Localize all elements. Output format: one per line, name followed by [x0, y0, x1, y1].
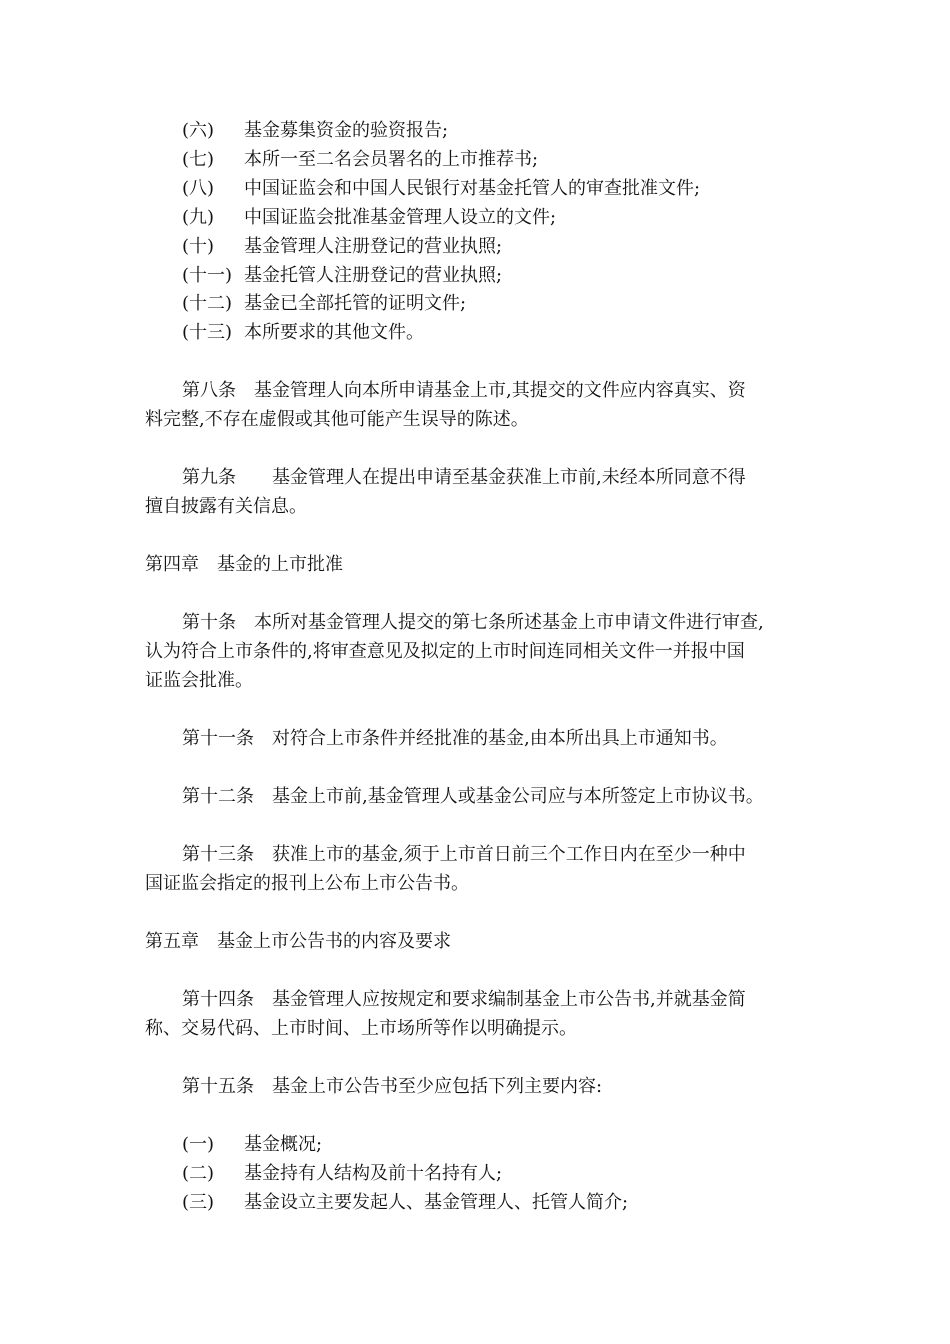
list-item-text: 基金设立主要发起人、基金管理人、托管人简介; [244, 1192, 629, 1213]
list-item-text: 中国证监会批准基金管理人设立的文件; [244, 207, 557, 228]
article-label: 第十条 [182, 612, 236, 633]
article-text: 基金上市前,基金管理人或基金公司应与本所签定上市协议书。 [272, 786, 764, 807]
list-item-number: (二) [182, 1163, 215, 1184]
chapter-title: 基金上市公告书的内容及要求 [217, 931, 451, 952]
list-item-text: 基金已全部托管的证明文件; [244, 293, 467, 314]
article-15-line [182, 1075, 602, 1099]
article-text: 擅自披露有关信息。 [145, 496, 307, 517]
article-text: 证监会批准。 [145, 670, 253, 691]
list-item-text: 基金募集资金的验资报告; [244, 120, 449, 141]
chapter-label: 第五章 [145, 931, 199, 952]
list-item-number: (十) [182, 236, 215, 257]
chapter-heading [145, 930, 451, 954]
list-item-text: 基金概况; [244, 1134, 323, 1155]
article-text: 对符合上市条件并经批准的基金,由本所出具上市通知书。 [272, 728, 728, 749]
article-label: 第十四条 [182, 989, 254, 1010]
article-label: 第九条 [182, 467, 236, 488]
list-item-number: (七) [182, 149, 215, 170]
article-text: 认为符合上市条件的,将审查意见及拟定的上市时间连同相关文件一并报中国 [145, 641, 745, 662]
list-item-number: (一) [182, 1134, 215, 1155]
article-10-line [182, 611, 764, 635]
article-text: 料完整,不存在虚假或其他可能产生误导的陈述。 [145, 409, 529, 430]
list-item-number: (十一) [182, 265, 233, 286]
list-item-text: 基金管理人注册登记的营业执照; [244, 236, 503, 257]
article-text: 获准上市的基金,须于上市首日前三个工作日内在至少一种中 [272, 844, 746, 865]
list-item-text: 基金持有人结构及前十名持有人; [244, 1163, 503, 1184]
chapter-label: 第四章 [145, 554, 199, 575]
article-8-line [182, 379, 746, 403]
article-label: 第十五条 [182, 1076, 254, 1097]
article-text: 基金上市公告书至少应包括下列主要内容: [272, 1076, 603, 1097]
list-item-number: (八) [182, 178, 215, 199]
list-item-number: (十二) [182, 293, 233, 314]
list-item-number: (九) [182, 207, 215, 228]
article-9-line [182, 466, 746, 490]
article-text: 称、交易代码、上市时间、上市场所等作以明确提示。 [145, 1018, 577, 1039]
list-item-text: 本所要求的其他文件。 [244, 322, 424, 343]
list-item-number: (六) [182, 120, 215, 141]
chapter-heading [145, 553, 343, 577]
article-11-line [182, 727, 728, 751]
article-text: 基金管理人向本所申请基金上市,其提交的文件应内容真实、资 [254, 380, 746, 401]
article-12-line [182, 785, 764, 809]
article-label: 第十一条 [182, 728, 254, 749]
list-item-text: 基金托管人注册登记的营业执照; [244, 265, 503, 286]
article-14-line [182, 988, 746, 1012]
list-item-text: 本所一至二名会员署名的上市推荐书; [244, 149, 539, 170]
article-label: 第八条 [182, 380, 236, 401]
article-text: 国证监会指定的报刊上公布上市公告书。 [145, 873, 469, 894]
article-text: 基金管理人在提出申请至基金获准上市前,未经本所同意不得 [272, 467, 746, 488]
article-label: 第十三条 [182, 844, 254, 865]
list-item-number: (三) [182, 1192, 215, 1213]
article-13-line [182, 843, 746, 867]
article-text: 本所对基金管理人提交的第七条所述基金上市申请文件进行审查, [254, 612, 764, 633]
article-text: 基金管理人应按规定和要求编制基金上市公告书,并就基金简 [272, 989, 746, 1010]
chapter-title: 基金的上市批准 [217, 554, 343, 575]
article-label: 第十二条 [182, 786, 254, 807]
list-item-text: 中国证监会和中国人民银行对基金托管人的审查批准文件; [244, 178, 701, 199]
list-item-number: (十三) [182, 322, 233, 343]
